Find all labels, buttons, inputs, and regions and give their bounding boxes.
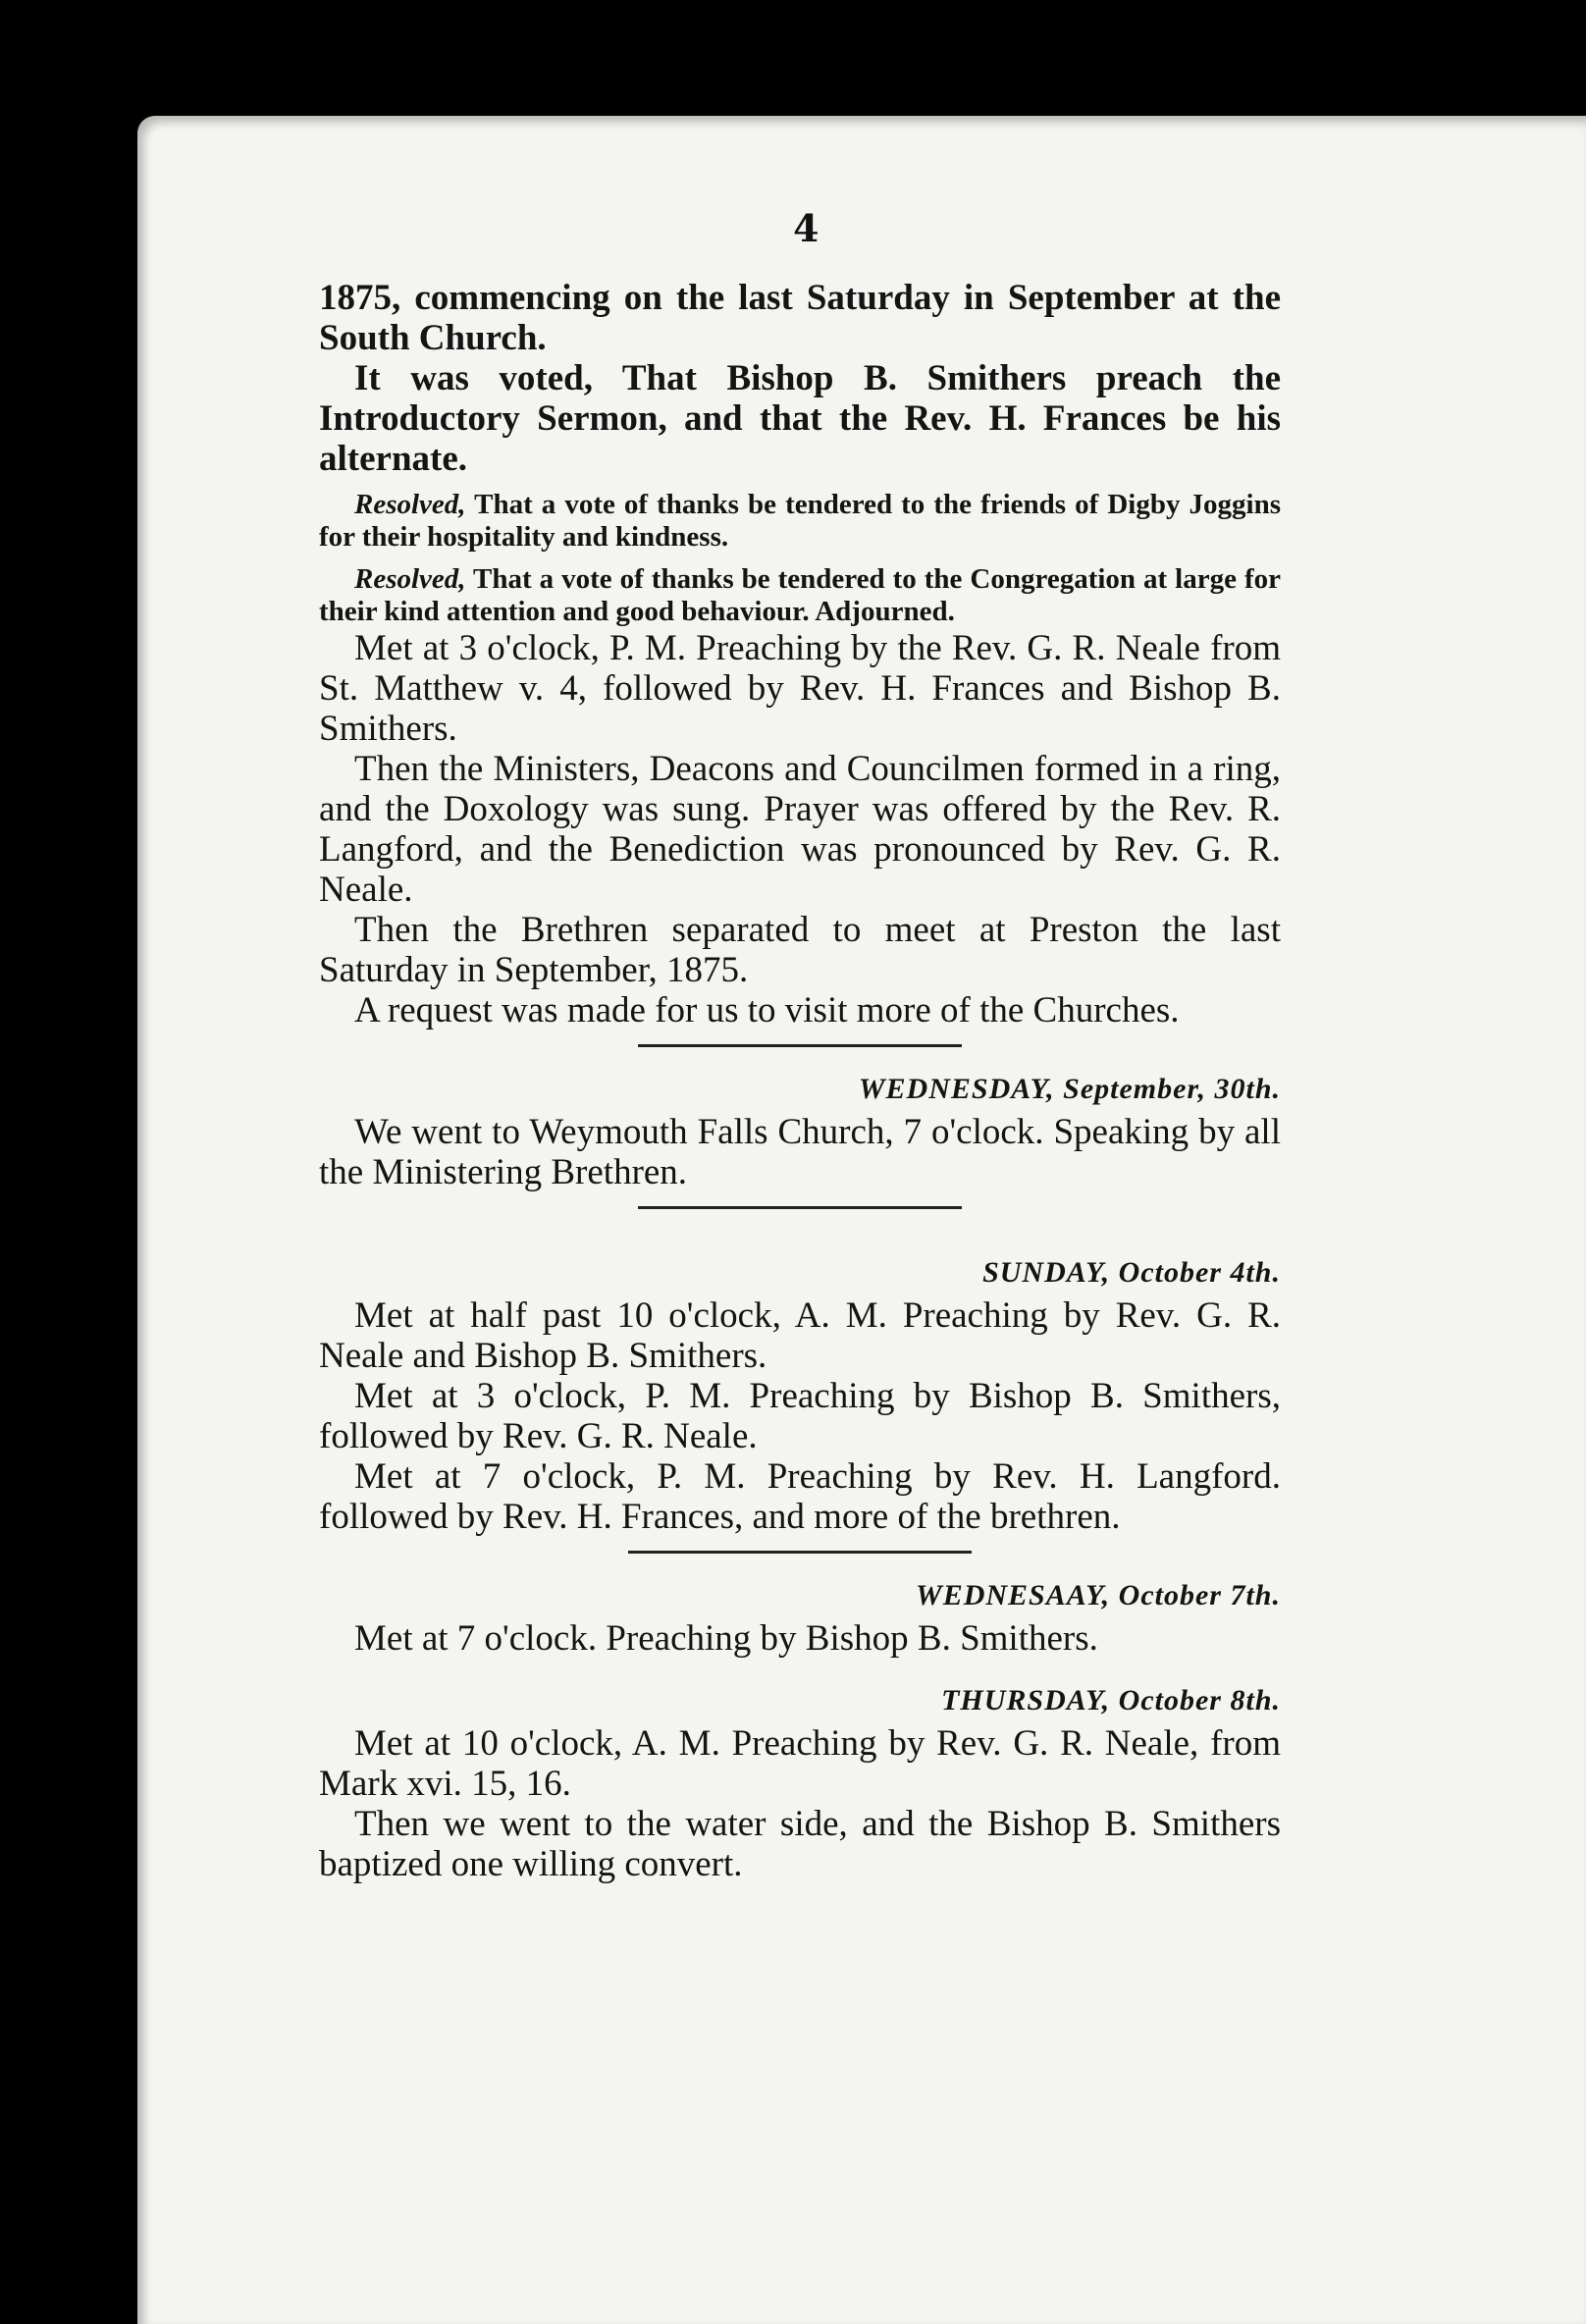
resolution-text: That a vote of thanks be tendered to the friends of Digby Joggins for their hospitality and kindness. xyxy=(319,489,1281,553)
meeting-paragraph: Then the Brethren separated to meet at Preston the last Saturday in September, 1875. xyxy=(319,910,1281,990)
page-body xyxy=(319,278,1281,1884)
section-paragraph: We went to Weymouth Falls Church, 7 o'clock. Speaking by all the Ministering Brethren. xyxy=(319,1112,1281,1192)
meeting-paragraph: Then the Ministers, Deacons and Councilmen formed in a ring, and the Doxology was sung. Prayer was offered by the Rev. R. Langford, and the Benediction was pronounced by Rev. G. R. Neale. xyxy=(319,749,1281,910)
section-paragraph: Met at 7 o'clock, P. M. Preaching by Rev. H. Langford. followed by Rev. H. Frances, and more of the brethren. xyxy=(319,1456,1281,1537)
resolution-label: Resolved, xyxy=(354,489,466,520)
continuation-paragraph: 1875, commencing on the last Saturday in September at the South Church. xyxy=(319,278,1281,358)
section-paragraph: Met at half past 10 o'clock, A. M. Preaching by Rev. G. R. Neale and Bishop B. Smithers. xyxy=(319,1295,1281,1376)
resolution-text: That a vote of thanks be tendered to the Congregation at large for their kind attention and good behaviour. Adjourned. xyxy=(319,563,1281,627)
resolution-paragraph xyxy=(319,563,1281,628)
resolution-paragraph xyxy=(319,489,1281,554)
section-heading: WEDNESDAY, September, 30th. xyxy=(858,1073,1281,1105)
page-number: 4 xyxy=(793,206,819,250)
resolution-label: Resolved, xyxy=(354,563,466,595)
section-heading: SUNDAY, October 4th. xyxy=(982,1256,1281,1289)
vote-paragraph: It was voted, That Bishop B. Smithers preach the Introductory Sermon, and that the Rev. H. Frances be his alternate. xyxy=(319,358,1281,479)
section-paragraph: Met at 7 o'clock. Preaching by Bishop B. Smithers. xyxy=(354,1618,1098,1659)
section-paragraph: Then we went to the water side, and the Bishop B. Smithers baptized one willing convert. xyxy=(319,1804,1281,1884)
meeting-paragraph: Met at 3 o'clock, P. M. Preaching by the Rev. G. R. Neale from St. Matthew v. 4, followed by Rev. H. Frances and Bishop B. Smithers. xyxy=(319,628,1281,749)
section-divider xyxy=(638,1044,962,1047)
section-paragraph: Met at 3 o'clock, P. M. Preaching by Bishop B. Smithers, followed by Rev. G. R. Neale. xyxy=(319,1376,1281,1456)
section-heading: THURSDAY, October 8th. xyxy=(941,1684,1281,1717)
meeting-paragraph: A request was made for us to visit more of the Churches. xyxy=(354,990,1180,1030)
section-heading: WEDNESAAY, October 7th. xyxy=(916,1579,1281,1611)
section-paragraph: Met at 10 o'clock, A. M. Preaching by Rev. G. R. Neale, from Mark xvi. 15, 16. xyxy=(319,1723,1281,1804)
section-divider xyxy=(628,1551,972,1554)
